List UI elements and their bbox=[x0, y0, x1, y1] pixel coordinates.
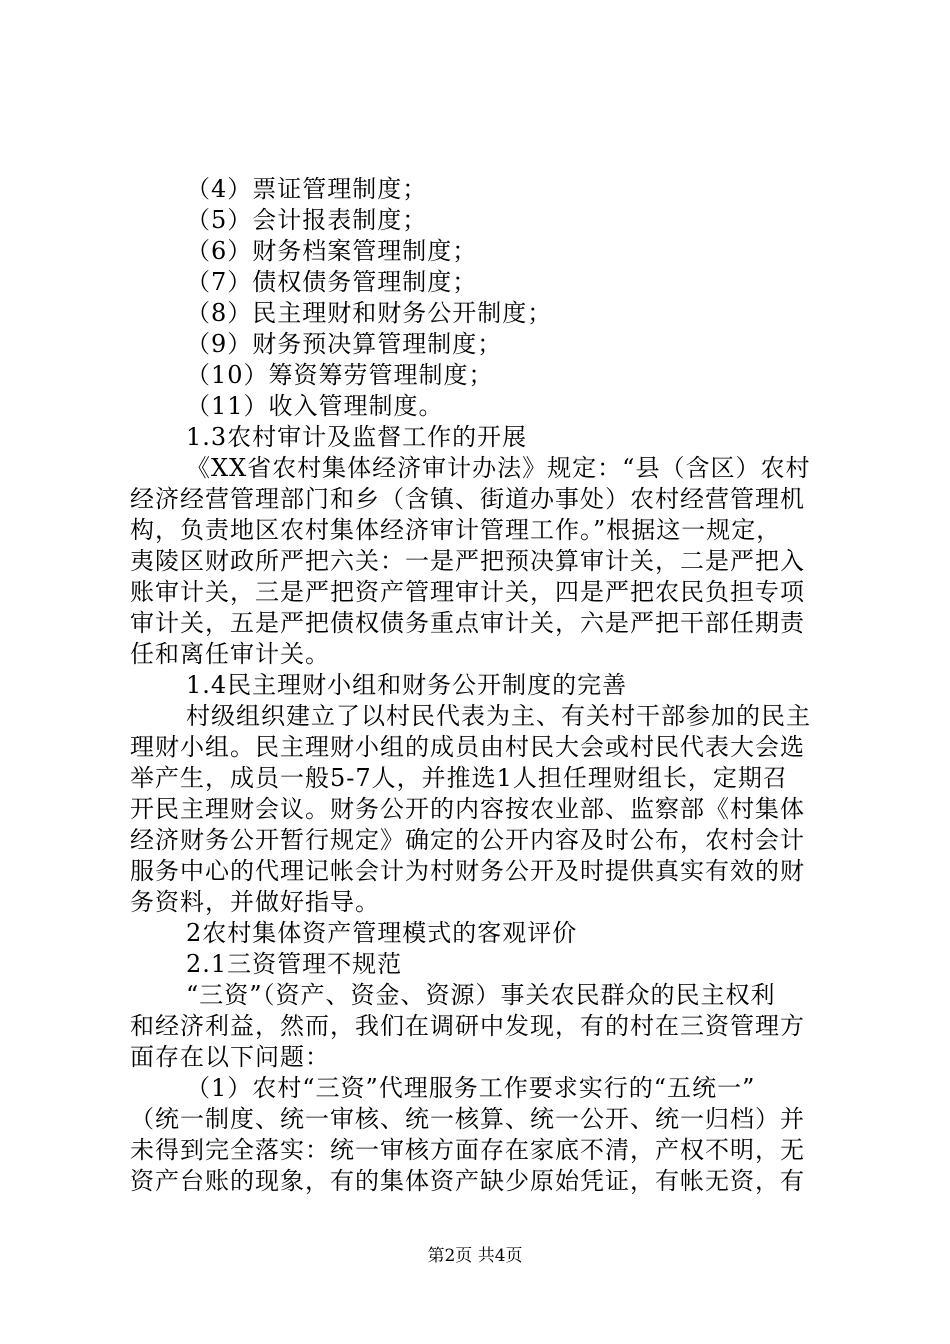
document-body bbox=[130, 174, 830, 1197]
text-line: 开民主理财会议。财务公开的内容按农业部、监察部《村集体 bbox=[130, 795, 805, 823]
text-line: 面存在以下问题： bbox=[130, 1043, 330, 1071]
text-line: 1.4民主理财小组和财务公开制度的完善 bbox=[186, 671, 628, 699]
text-line: （1）农村“三资”代理服务工作要求实行的“五统一” bbox=[186, 1074, 756, 1102]
text-line: 未得到完全落实：统一审核方面存在家底不清，产权不明，无 bbox=[130, 1136, 805, 1164]
text-line: 服务中心的代理记帐会计为村财务公开及时提供真实有效的财 bbox=[130, 857, 805, 885]
text-line: （8）民主理财和财务公开制度； bbox=[186, 299, 553, 327]
text-line: “三资”（资产、资金、资源）事关农民群众的民主权利 bbox=[186, 981, 776, 1009]
text-line: 审计关，五是严把债权债务重点审计关，六是严把干部任期责 bbox=[130, 609, 805, 637]
text-line: 资产台账的现象，有的集体资产缺少原始凭证，有帐无资，有 bbox=[130, 1167, 805, 1195]
text-line: 账审计关，三是严把资产管理审计关，四是严把农民负担专项 bbox=[130, 578, 805, 606]
text-line: （5）会计报表制度； bbox=[186, 206, 428, 234]
text-line: （4）票证管理制度； bbox=[186, 175, 428, 203]
text-line: 理财小组。民主理财小组的成员由村民大会或村民代表大会选 bbox=[130, 733, 805, 761]
text-line: 举产生，成员一般5-7人，并推选1人担任理财组长，定期召 bbox=[130, 764, 788, 792]
text-line: 村级组织建立了以村民代表为主、有关村干部参加的民主 bbox=[186, 702, 811, 730]
text-line: 《XX省农村集体经济审计办法》规定：“县（含区）农村 bbox=[186, 454, 811, 482]
text-line: （11）收入管理制度。 bbox=[186, 392, 444, 420]
text-line: 任和离任审计关。 bbox=[130, 640, 330, 668]
text-line: 1.3农村审计及监督工作的开展 bbox=[186, 423, 528, 451]
text-line: 务资料，并做好指导。 bbox=[130, 888, 380, 916]
page-footer: 第2页 共4页 bbox=[427, 1246, 523, 1266]
text-line: （统一制度、统一审核、统一核算、统一公开、统一归档）并 bbox=[130, 1105, 805, 1133]
text-line: 构，负责地区农村集体经济审计管理工作。”根据这一规定， bbox=[130, 516, 782, 544]
text-line: 夷陵区财政所严把六关：一是严把预决算审计关，二是严把入 bbox=[130, 547, 805, 575]
text-line: （6）财务档案管理制度； bbox=[186, 237, 478, 265]
text-line: 2.1三资管理不规范 bbox=[186, 950, 403, 978]
text-line: 经济财务公开暂行规定》确定的公开内容及时公布，农村会计 bbox=[130, 826, 805, 854]
text-line: 经济经营管理部门和乡（含镇、街道办事处）农村经营管理机 bbox=[130, 485, 805, 513]
text-line: （7）债权债务管理制度； bbox=[186, 268, 478, 296]
text-line: （9）财务预决算管理制度； bbox=[186, 330, 503, 358]
text-line: 和经济利益，然而，我们在调研中发现，有的村在三资管理方 bbox=[130, 1012, 805, 1040]
text-line: （10）筹资筹劳管理制度； bbox=[186, 361, 494, 389]
text-line: 2农村集体资产管理模式的客观评价 bbox=[186, 919, 578, 947]
